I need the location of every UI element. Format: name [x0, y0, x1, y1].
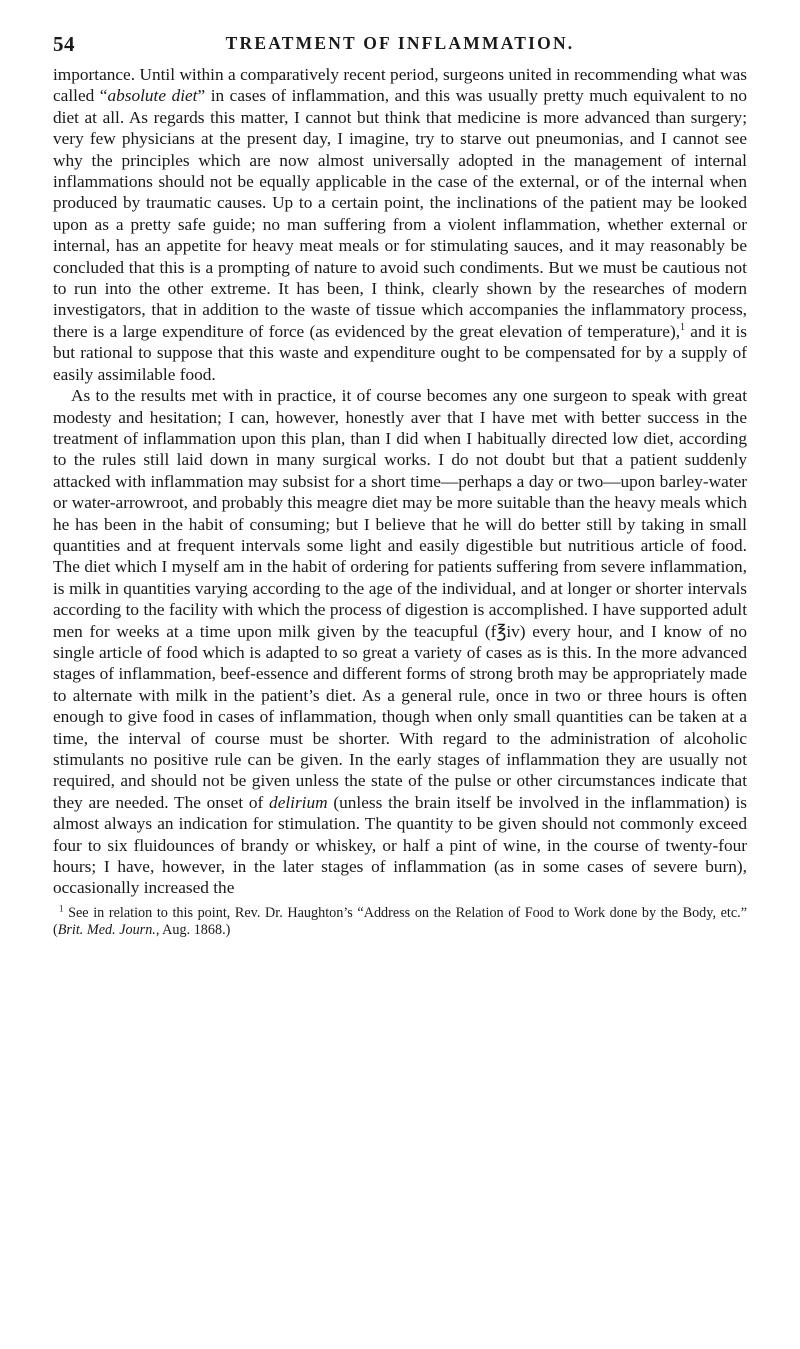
running-head: TREATMENT OF INFLAMMATION. [225, 33, 575, 53]
paragraph-1-text-b: ” in cases of inflammation, and this was usually pretty much equivalent to no diet at all. As regards this matter, I cannot but think that medicine is more advanced than surgery; very few physicians at the present day, I imagine, try to starve out pneumonias, and I cannot see why the principles which are now almost universally adopted in the management of internal inflammations should not be equally applicable in the case of the external, or of the internal when produced by traumatic causes. Up to a certain point, the inclinations of the patient may be looked upon as a pretty safe guide; no man suffering from a violent inflammation, whether external or internal, has an appetite for heavy meat meals or for stimulating sauces, and it may reasonably be concluded that this is a prompting of nature to avoid such condiments. But we must be cautious not to run into the other extreme. It has been, I think, clearly shown by the researches of modern investigators, that in addition to the waste of tissue which accompanies the inflammatory process, there is a large expenditure of force (as evidenced by the great elevation of temperature), [53, 86, 747, 341]
footnote-text-a: See in relation to this point, Rev. Dr. Haughton’s “Address on the Relation of Food to Work done by the Body, etc.” ( [53, 904, 747, 938]
footnote-text-b: , Aug. 1868.) [155, 921, 231, 938]
book-page [53, 30, 747, 939]
body-text [53, 64, 747, 899]
paragraph-2-text-b: (unless the brain itself be involved in the inflammation) is almost always an indication for stimulation. The quantity to be given should not commonly exceed four to six fluidounces of brandy or whiskey, or half a pint of wine, in the course of twenty-four hours; I have, however, in the later stages of inflammation (as in some cases of severe burn), occasionally increased the [53, 792, 747, 898]
footnote-reference[interactable]: 1 [680, 322, 686, 334]
footnote [53, 905, 747, 939]
paragraph-1-text-c: and it is but rational to suppose that this waste and expenditure ought to be compensated for by a supply of easily assimilable food. [53, 321, 747, 384]
footnote-journal-title: Brit. Med. Journ. [57, 921, 156, 938]
paragraph-1-italic-term: absolute diet [107, 86, 198, 106]
page-number: 54 [53, 32, 75, 56]
paragraph-2 [53, 385, 747, 899]
paragraph-2-text-a: As to the results met with in practice, it of course becomes any one surgeon to speak with great modesty and hesitation; I can, however, honestly aver that I have met with better success in the treatment of inflammation upon this plan, than I did when I habitually directed low diet, according to the rules still laid down in many surgical works. I do not doubt but that a patient suddenly attacked with inflammation may subsist for a short time—perhaps a day or two—upon barley-water or water-arrowroot, and probably this meagre diet may be more suitable than the heavy meals which he has been in the habit of consuming; but I believe that he will do better still by taking in small quantities and at frequent intervals some light and easily digestible but nutritious article of food. The diet which I myself am in the habit of ordering for patients suffering from severe inflammation, is milk in quantities varying according to the age of the individual, and at longer or shorter intervals according to the facility with which the process of digestion is accomplished. I have supported adult men for weeks at a time upon milk given by the teacupful (f℥iv) every hour, and I know of no single article of food which is adapted to so great a variety of cases as is this. In the more advanced stages of inflammation, beef-essence and different forms of strong broth may be appropriately made to alternate with milk in the patient’s diet. As a general rule, once in two or three hours is often enough to give food in cases of inflammation, though when only small quantities can be taken at a time, the interval of course must be shorter. With regard to the administration of alcoholic stimulants no positive rule can be given. In the early stages of inflammation they are usually not required, and should not be given unless the state of the pulse or other circumstances indicate that they are needed. The onset of [53, 386, 747, 812]
paragraph-1-text-a: importance. Until within a comparatively recent period, surgeons united in recommending what was called “ [53, 65, 747, 106]
paragraph-1 [53, 64, 747, 385]
paragraph-2-italic-term: delirium [269, 792, 328, 812]
page-header [53, 30, 747, 64]
footnote-marker: 1 [59, 903, 64, 914]
